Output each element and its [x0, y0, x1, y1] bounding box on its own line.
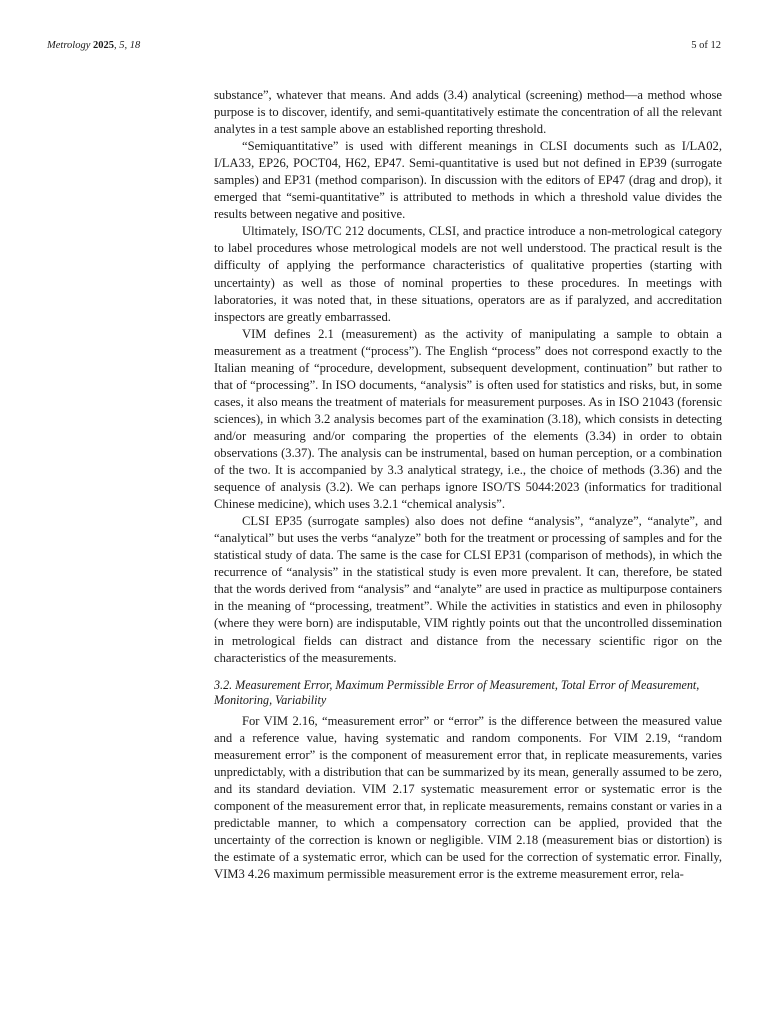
body-paragraph: substance”, whatever that means. And adds (3.4) analytical (screening) method—a method whose purpose is to discover, identify, and semi-quantitatively estimate the concentration of all the relevant analytes in a test sample above an established reporting threshold.	[214, 88, 722, 137]
journal-name: Metrology	[47, 40, 91, 51]
body-paragraph: Ultimately, ISO/TC 212 documents, CLSI, and practice introduce a non-metrological category to label procedures whose metrological models are not well understood. The practical result is the difficulty of applying the performance characteristics of qualitative properties (starting with uncertainty) as well as those of nominal properties to these procedures. In meetings with laboratories, it was noted that, in these situations, operators are as if paralyzed, and accreditation inspectors are greatly embarrassed.	[214, 224, 722, 324]
journal-year: 2025	[92, 40, 114, 51]
article-body	[214, 87, 722, 883]
body-paragraph: VIM defines 2.1 (measurement) as the activity of manipulating a sample to obtain a measurement as a treatment (“process”). The English “process” does not correspond exactly to the Italian meaning of “procedure, development, subsequent development, continuation” but rather to that of “processing”. In ISO documents, “analysis” is often used for statistics and risks, but, in some cases, it also means the treatment of materials for measurement purposes. As in ISO 21043 (forensic sciences), in which 3.2 analysis becomes part of the examination (3.18), which consists in detecting and/or measuring and/or comparing the properties of the elements (3.34) in order to obtain observations (3.37). The analysis can be instrumental, based on human perception, or a combination of the two. It is accompanied by 3.3 analytical strategy, i.e., the choice of methods (3.36) and the sequence of analysis (3.2). We can perhaps ignore ISO/TS 5044:2023 (informatics for traditional Chinese medicine), which uses 3.2.1 “chemical analysis”.	[214, 326, 722, 512]
section-paragraph: For VIM 2.16, “measurement error” or “error” is the difference between the measured value and a reference value, having systematic and random components. For VIM 2.19, “random measurement error” is the component of measurement error that, in replicate measurements, varies unpredictably, with a distribution that can be summarized by its mean, generally assumed to be zero, and its standard deviation. VIM 2.17 systematic measurement error or systematic error is the component of the measurement error that, in replicate measurements, remains constant or varies in a predictable manner, to which a compensatory correction can be applied, provided that the uncertainty of the correction is known or negligible. VIM 2.18 (measurement bias or distortion) is the estimate of a systematic error, which can be used for the correction of systematic error. Finally, VIM3 4.26 maximum permissible measurement error is the extreme measurement error, rela-	[214, 713, 722, 882]
page-number: 5 of 12	[691, 40, 721, 51]
body-paragraph: CLSI EP35 (surrogate samples) also does not define “analysis”, “analyze”, “analyte”, and “analytical” but uses the verbs “analyze” both for the treatment or processing of samples and for the statistical study of data. The same is the case for CLSI EP31 (comparison of methods), in which the recurrence of “analysis” in the statistical study is even more prevalent. It can, therefore, be stated that the words derived from “analysis” and “analyte” are used in practice as multipurpose containers in the meaning of “processing, treatment”. While the activities in statistics and even in philosophy (where they were born) are indisputable, VIM rightly points out that the uncontrolled dissemination in metrological fields can distract and distance from the necessary scientific rigor on the characteristics of the measurements.	[214, 514, 722, 665]
section-heading: 3.2. Measurement Error, Maximum Permissible Error of Measurement, Total Error of Measurement, Monitoring, Variability	[214, 677, 700, 708]
journal-volume-article: , 5, 18	[113, 40, 141, 51]
body-paragraph: “Semiquantitative” is used with different meanings in CLSI documents such as I/LA02, I/LA33, EP26, POCT04, H62, EP47. Semi-quantitative is used but not defined in EP39 (surrogate samples) and EP31 (method comparison). In discussion with the editors of EP47 (drag and drop), it emerged that “semi-quantitative” is attributed to methods in which a threshold value divides the results between negative and positive.	[214, 139, 722, 222]
journal-citation	[47, 40, 140, 51]
